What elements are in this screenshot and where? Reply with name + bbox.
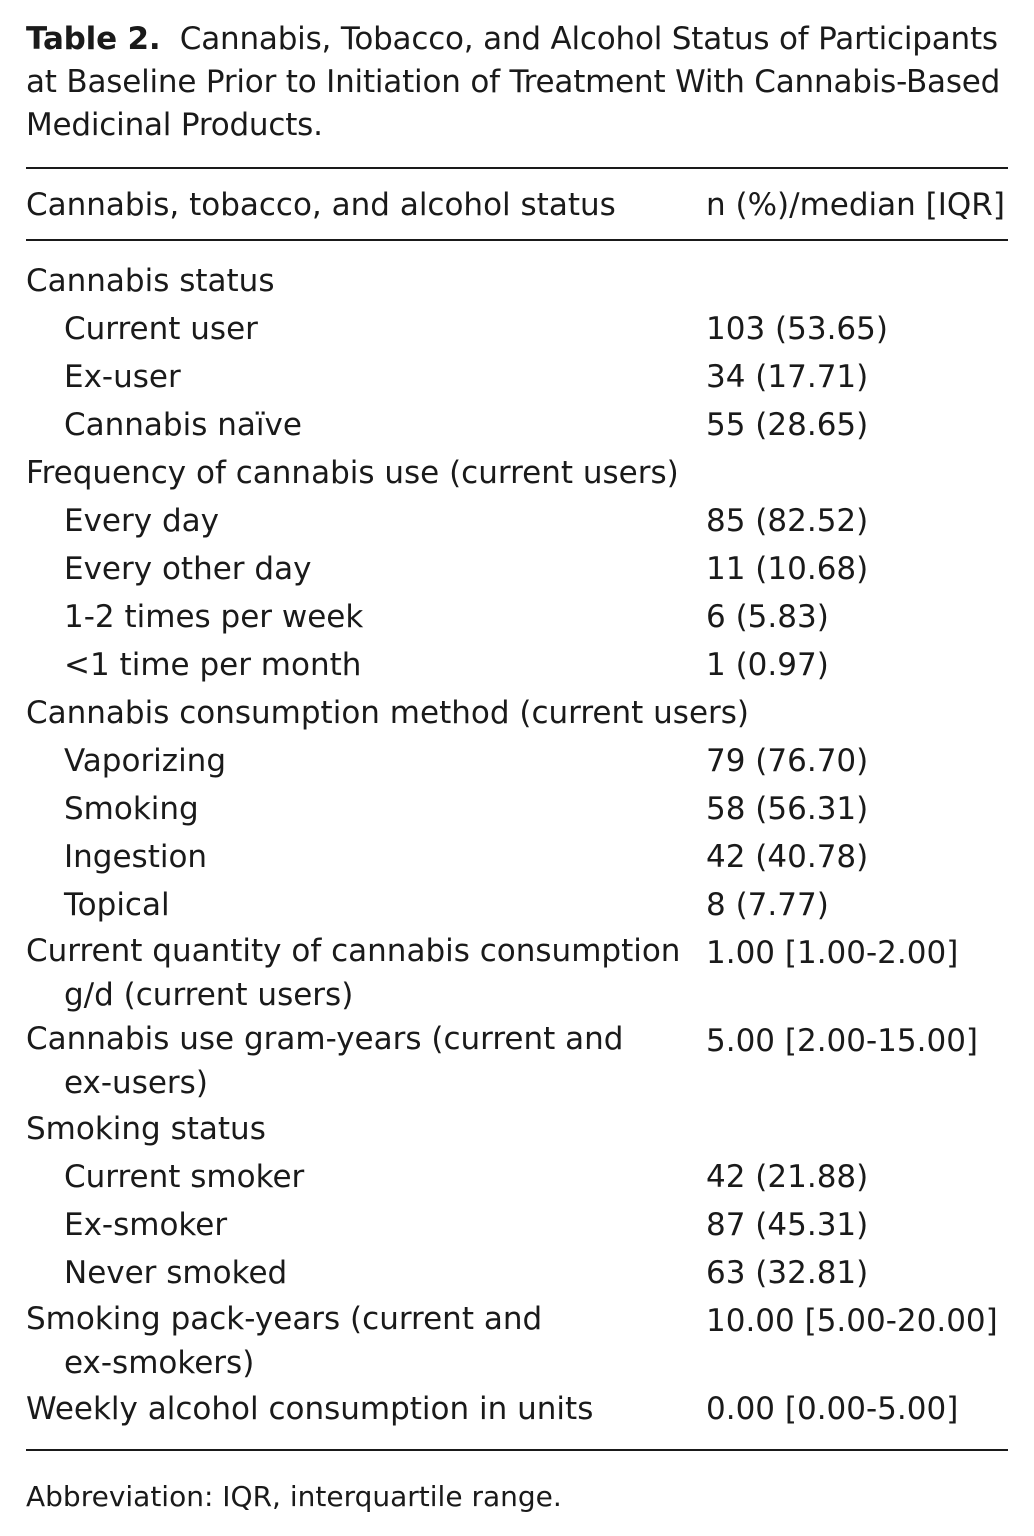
row-label: Never smoked: [64, 1255, 288, 1291]
row-value: 1.00 [1.00-2.00]: [706, 935, 959, 971]
row-label-line2: ex-smokers): [64, 1345, 255, 1381]
row-value: 0.00 [0.00-5.00]: [706, 1391, 959, 1427]
row-value: 85 (82.52): [706, 503, 869, 539]
row-value: 1 (0.97): [706, 647, 829, 683]
table-row: [26, 305, 1008, 353]
table-row: [26, 401, 1008, 449]
row-label: Smoking: [64, 791, 199, 827]
table-row: [26, 929, 1008, 1017]
row-label: Vaporizing: [64, 743, 227, 779]
row-value: 42 (40.78): [706, 839, 869, 875]
table-row: [26, 833, 1008, 881]
table-row: [26, 737, 1008, 785]
table-caption-label: Table 2.: [26, 21, 161, 57]
row-label: Ex-smoker: [64, 1207, 228, 1243]
row-label: Every day: [64, 503, 219, 539]
row-value: 87 (45.31): [706, 1207, 869, 1243]
table-row: [26, 257, 1008, 305]
row-label: [26, 1297, 706, 1385]
table-caption: [26, 18, 1008, 147]
table-row: [26, 497, 1008, 545]
header-col-status: Cannabis, tobacco, and alcohol status: [26, 187, 616, 223]
table-footnote: Abbreviation: IQR, interquartile range.: [26, 1480, 562, 1513]
table-row: [26, 1201, 1008, 1249]
table-row: [26, 1385, 1008, 1433]
table-row: [26, 1105, 1008, 1153]
row-value: [706, 689, 1008, 737]
row-label: Ex-user: [64, 359, 181, 395]
table-caption-text: Cannabis, Tobacco, and Alcohol Status of Participants at Baseline Prior to Initiation of Treatment With Cannabis-Based Medicinal Products.: [26, 21, 1001, 143]
row-label: [26, 1017, 706, 1105]
row-label: 1-2 times per week: [64, 599, 364, 635]
row-value: 58 (56.31): [706, 791, 869, 827]
row-label-line2: g/d (current users): [64, 977, 354, 1013]
row-value: 11 (10.68): [706, 551, 869, 587]
row-label: Every other day: [64, 551, 312, 587]
table-row: [26, 449, 1008, 497]
row-value: 42 (21.88): [706, 1159, 869, 1195]
row-label: Topical: [64, 887, 170, 923]
row-value: 10.00 [5.00-20.00]: [706, 1303, 998, 1339]
row-value: 6 (5.83): [706, 599, 829, 635]
row-label: Ingestion: [64, 839, 208, 875]
table-page: [26, 18, 1008, 1515]
row-label: <1 time per month: [64, 647, 362, 683]
table-body: [26, 241, 1008, 1449]
row-label: [26, 929, 706, 1017]
row-value: 55 (28.65): [706, 407, 869, 443]
table-row: [26, 1297, 1008, 1385]
row-value: 34 (17.71): [706, 359, 869, 395]
row-label: Cannabis status: [26, 263, 275, 299]
row-label-line1: Current quantity of cannabis consumption: [26, 933, 681, 969]
table-row: [26, 545, 1008, 593]
row-label: Smoking status: [26, 1111, 266, 1147]
row-label: Cannabis consumption method (current users): [26, 695, 750, 731]
table-row: [26, 689, 1008, 737]
row-value: 8 (7.77): [706, 887, 829, 923]
row-value: [706, 449, 1008, 497]
table-row: [26, 785, 1008, 833]
row-label-line2: ex-users): [64, 1065, 208, 1101]
row-label: Frequency of cannabis use (current users): [26, 455, 679, 491]
row-label-line1: Smoking pack-years (current and: [26, 1301, 543, 1337]
table-row: [26, 1153, 1008, 1201]
table-row: [26, 353, 1008, 401]
table-row: [26, 641, 1008, 689]
row-label: Current smoker: [64, 1159, 305, 1195]
table-bottom-rule: [26, 1449, 1008, 1451]
table-row: [26, 1249, 1008, 1297]
row-value: [706, 257, 1008, 305]
row-value: 5.00 [2.00-15.00]: [706, 1023, 979, 1059]
row-label: Current user: [64, 311, 258, 347]
header-col-value: n (%)/median [IQR]: [706, 187, 1005, 223]
table-row: [26, 1017, 1008, 1105]
row-label: Cannabis naïve: [64, 407, 302, 443]
table-header-row: [26, 169, 1008, 239]
row-value: 103 (53.65): [706, 311, 888, 347]
row-label-line1: Cannabis use gram-years (current and: [26, 1021, 624, 1057]
row-value: 79 (76.70): [706, 743, 869, 779]
table-row: [26, 881, 1008, 929]
row-label: Weekly alcohol consumption in units: [26, 1391, 594, 1427]
row-value: 63 (32.81): [706, 1255, 869, 1291]
table-row: [26, 593, 1008, 641]
row-value: [706, 1105, 1008, 1153]
